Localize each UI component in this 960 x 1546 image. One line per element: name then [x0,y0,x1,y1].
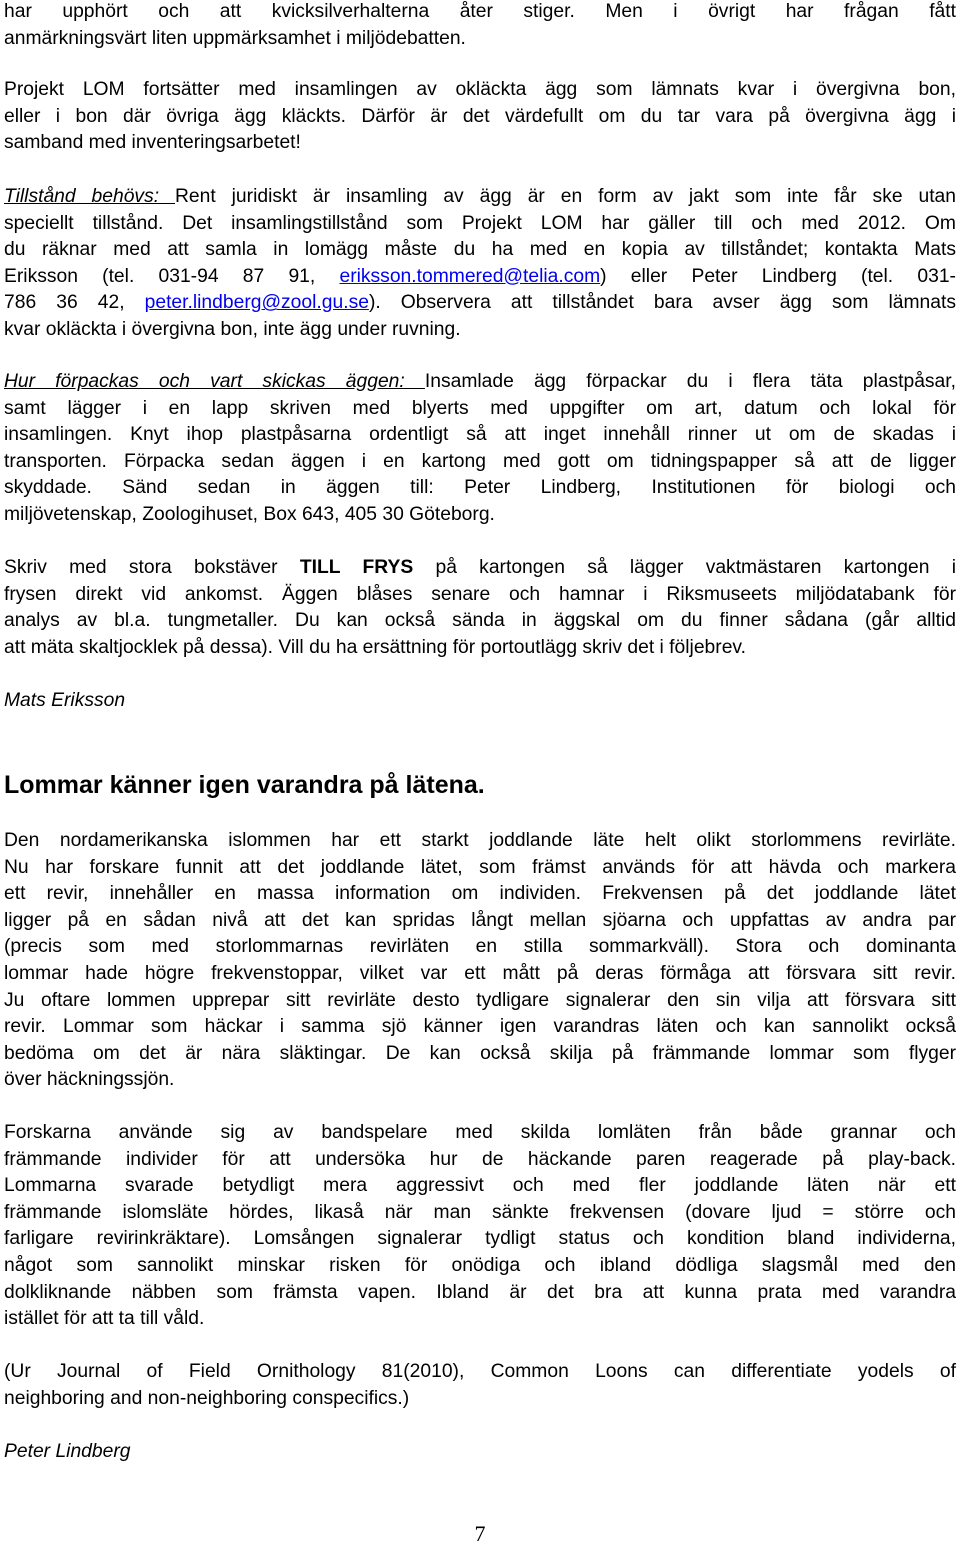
text-line: kvar okläckta i övergivna bon, inte ägg under ruvning. [4,318,461,340]
paragraph-tillstand [4,184,956,344]
text-line: ligger på en sådan nivå att det kan spridas långt mellan sjöarna och uppfattas av andra par [4,909,956,931]
text-span: Skriv med stora bokstäver [4,557,300,578]
text-line: främmande individer för att undersöka hur de häckande paren reagerade på play-back. [4,1148,956,1170]
text-line: Lommarna svarade betydligt mera aggressivt och med fler joddlande läten när ett [4,1175,956,1197]
text-span: på kartongen så lägger vaktmästaren kartongen i [413,557,956,578]
text-line: Den nordamerikanska islommen har ett starkt joddlande läte helt olikt storlommens revirläte. [4,830,956,851]
text-line: neighboring and non-neighboring conspecifics.) [4,1387,410,1409]
text-line: Ju oftare lommen upprepar sitt revirläte desto tydligare signalerar den sin vilja att försvara sitt [4,989,956,1011]
text-line [4,264,956,291]
text-line: bedöma om det är nära släktingar. De kan också skilja på främmande lommar som flyger [4,1042,956,1064]
text-line: analys av bl.a. tungmetaller. Du kan också sända in äggskal om du finner sådana (går alltid [4,610,956,632]
email-link-mats-eriksson[interactable]: eriksson.tommered@telia.com [339,265,601,287]
text-line: Projekt LOM fortsätter med insamlingen av okläckta ägg som lämnats kvar i övergivna bon, [4,79,956,100]
text-line: dolkliknande näbben som främsta vapen. Ibland är det bra att kunna prata med varandra [4,1281,956,1303]
text-line: istället för att ta till våld. [4,1308,205,1330]
text-span: ). Observera att tillståndet bara avser ägg som lämnats [368,292,956,314]
text-line: något som sannolikt minskar risken för onödiga och ibland dödliga slagsmål med den [4,1254,956,1276]
text-line: har upphört och att kvicksilverhalterna åter stiger. Men i övrigt har frågan fått [4,1,956,22]
text-line: samband med inventeringsarbetet! [4,132,301,154]
text-span: Rent juridiskt är insamling av ägg är en form av jakt som inte får ske utan [175,186,956,207]
text-span: 786 36 42, [4,292,145,314]
paragraph-mercury-intro [4,0,956,52]
paragraph-forpackning [4,369,956,529]
text-line: frysen direkt vid ankomst. Äggen blåses senare och hamnar i Riksmuseets miljödatabank för [4,583,956,605]
text-line [4,184,956,211]
text-line: du räknar med att samla in lomägg måste du ha med en kopia av tillståndet; kontakta Mats [4,239,956,261]
paragraph-forskarna [4,1120,956,1333]
text-line: anmärkningsvärt liten uppmärksamhet i miljödebatten. [4,27,466,49]
text-line: revir. Lommar som häckar i samma sjö känner igen varandras läten och kan sannolikt också [4,1016,956,1038]
signature-mats-eriksson [4,688,956,715]
paragraph-projekt-lom [4,77,956,157]
text-line: Nu har forskare funnit att det joddlande lätet, som främst används för att hävda och markera [4,856,956,878]
section-label-tillstand: Tillstånd behövs: [4,186,175,207]
text-line: (precis som med storlommarnas revirläten en stilla sommarkväll). Stora och dominanta [4,936,956,958]
text-line: över häckningssjön. [4,1069,175,1091]
text-line: transporten. Förpacka sedan äggen i en kartong med gott om tidningspapper så att de ligger [4,450,956,472]
paragraph-till-frys [4,555,956,661]
section-label-forpackning: Hur förpackas och vart skickas äggen: [4,371,425,392]
text-line: speciellt tillstånd. Det insamlingstillstånd som Projekt LOM har gäller till och med 2012. Om [4,212,956,234]
text-line: att mäta skaltjocklek på dessa). Vill du ha ersättning för portoutlägg skriv det i följebrev. [4,636,746,658]
text-line: skyddade. Sänd sedan in äggen till: Peter Lindberg, Institutionen för biologi och [4,477,956,499]
text-line: ett revir, innehåller en massa information om individen. Frekvensen på det joddlande lätet [4,883,956,905]
page-number: 7 [474,1521,486,1546]
till-frys-label: TILL FRYS [299,557,414,578]
text-line [4,290,956,317]
text-line [4,369,956,396]
text-line: lommar hade högre frekvenstoppar, vilket var ett mått på deras förmåga att försvara sitt revir. [4,962,956,984]
signature-text: Peter Lindberg [4,1441,131,1462]
article-heading: Lommar känner igen varandra på lätena. [4,771,485,799]
text-line: (Ur Journal of Field Ornithology 81(2010), Common Loons can differentiate yodels of [4,1361,956,1382]
text-line: främmande islomsläte hördes, likaså när man sänkte frekvensen (dovare ljud = större och [4,1201,956,1223]
text-line: miljövetenskap, Zoologihuset, Box 643, 405 30 Göteborg. [4,503,495,525]
signature-text: Mats Eriksson [4,690,126,711]
email-link-peter-lindberg[interactable]: peter.lindberg@zool.gu.se [144,292,369,314]
signature-peter-lindberg [4,1439,956,1466]
paragraph-islommen [4,828,956,1094]
text-span: Eriksson (tel. 031-94 87 91, [4,265,340,287]
text-line: eller i bon där övriga ägg kläckts. Därför är det värdefullt om du tar vara på övergivna ägg i [4,105,956,127]
text-line: farligare revirinkräktare). Lomsången signalerar tydligt status och kondition bland individerna, [4,1228,956,1250]
paragraph-reference [4,1359,956,1412]
text-line: insamlingen. Knyt ihop plastpåsarna ordentligt så att inget innehåll rinner ut om de skadas i [4,424,956,446]
text-span: ) eller Peter Lindberg (tel. 031- [600,265,956,287]
text-line: samt lägger i en lapp skriven med blyerts med uppgifter om art, datum och lokal för [4,397,956,419]
text-span: Insamlade ägg förpackar du i flera täta plastpåsar, [424,371,956,392]
text-line [4,555,956,582]
text-line: Forskarna använde sig av bandspelare med skilda lomläten från både grannar och [4,1122,956,1143]
